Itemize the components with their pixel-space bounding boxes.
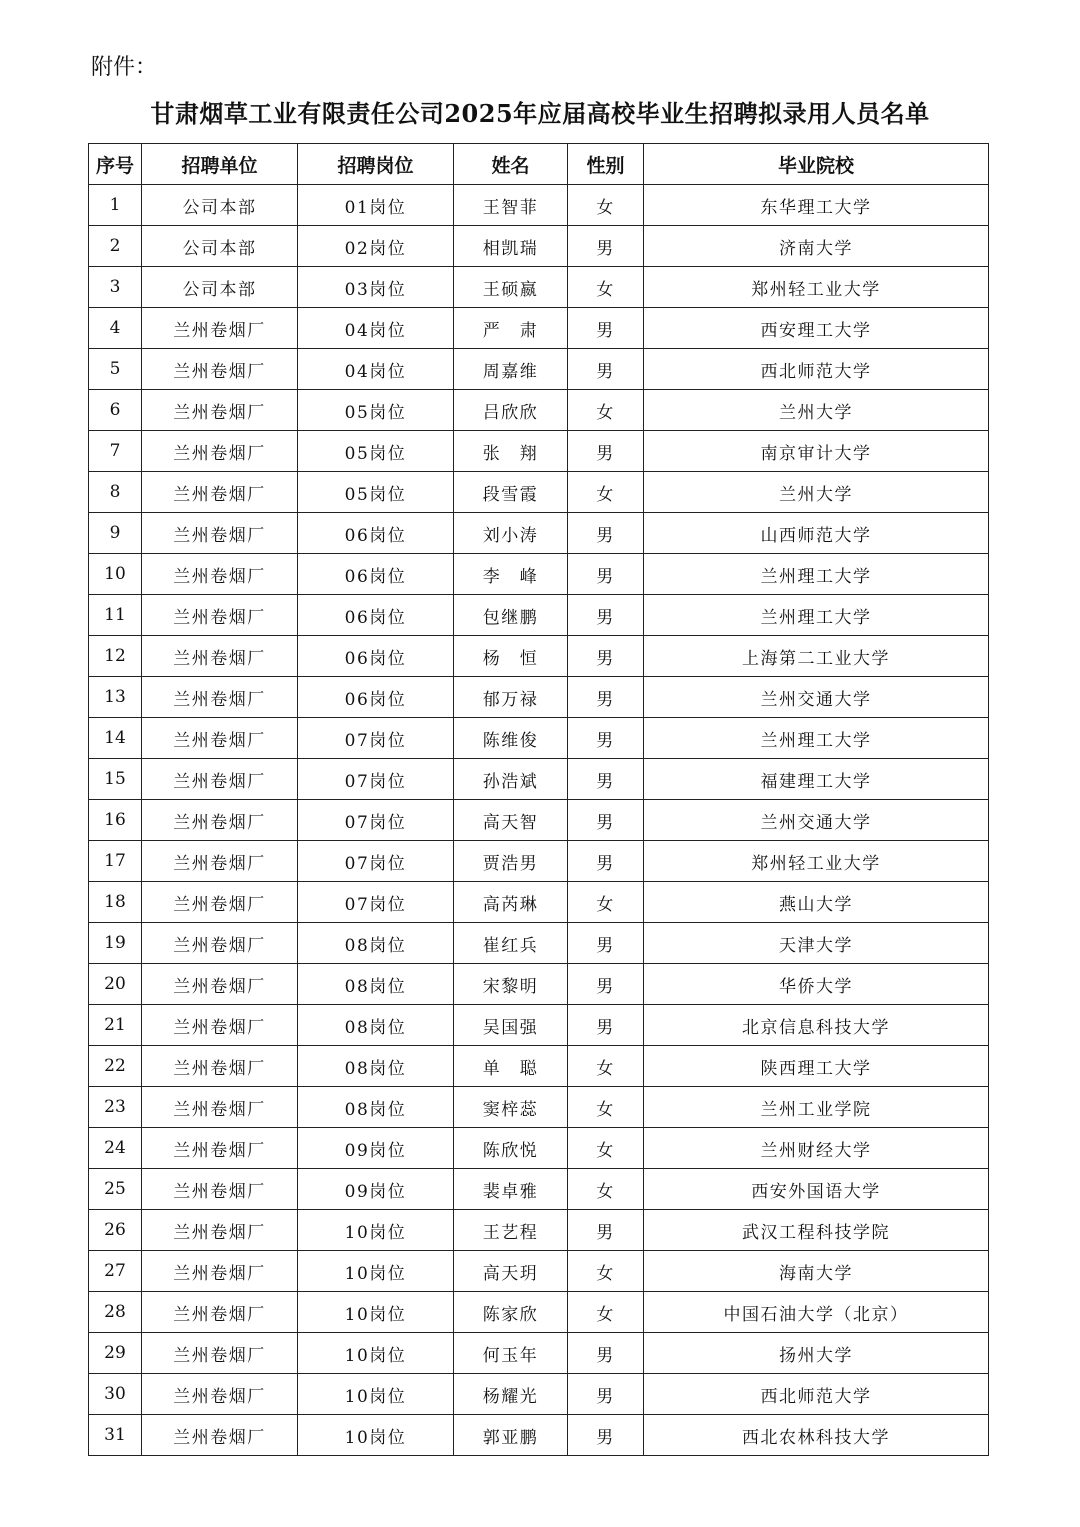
table-row (89, 964, 989, 1005)
cell-index: 20 (89, 964, 142, 1005)
cell-school: 郑州轻工业大学 (644, 841, 989, 882)
table-body (89, 185, 989, 1456)
cell-index: 6 (89, 390, 142, 431)
cell-index: 18 (89, 882, 142, 923)
cell-unit: 兰州卷烟厂 (142, 513, 298, 554)
cell-school: 东华理工大学 (644, 185, 989, 226)
cell-gender: 男 (568, 1374, 644, 1415)
cell-unit: 兰州卷烟厂 (142, 431, 298, 472)
cell-name: 严 肃 (454, 308, 568, 349)
cell-school: 海南大学 (644, 1251, 989, 1292)
cell-name: 单 聪 (454, 1046, 568, 1087)
cell-position: 06岗位 (298, 554, 454, 595)
cell-name: 高芮琳 (454, 882, 568, 923)
table-row (89, 636, 989, 677)
cell-position: 07岗位 (298, 759, 454, 800)
table-row (89, 267, 989, 308)
cell-unit: 兰州卷烟厂 (142, 1374, 298, 1415)
cell-index: 5 (89, 349, 142, 390)
cell-index: 31 (89, 1415, 142, 1456)
header-position: 招聘岗位 (298, 144, 454, 185)
cell-position: 08岗位 (298, 964, 454, 1005)
cell-school: 兰州交通大学 (644, 800, 989, 841)
cell-gender: 女 (568, 472, 644, 513)
cell-gender: 男 (568, 964, 644, 1005)
cell-index: 11 (89, 595, 142, 636)
cell-unit: 兰州卷烟厂 (142, 677, 298, 718)
table-row (89, 431, 989, 472)
cell-school: 山西师范大学 (644, 513, 989, 554)
cell-name: 崔红兵 (454, 923, 568, 964)
cell-position: 08岗位 (298, 1046, 454, 1087)
cell-school: 兰州理工大学 (644, 718, 989, 759)
cell-index: 28 (89, 1292, 142, 1333)
cell-school: 西北师范大学 (644, 1374, 989, 1415)
cell-gender: 男 (568, 841, 644, 882)
cell-unit: 兰州卷烟厂 (142, 390, 298, 431)
cell-name: 孙浩斌 (454, 759, 568, 800)
cell-position: 10岗位 (298, 1210, 454, 1251)
table-row (89, 472, 989, 513)
cell-name: 周嘉维 (454, 349, 568, 390)
cell-unit: 兰州卷烟厂 (142, 718, 298, 759)
cell-index: 8 (89, 472, 142, 513)
cell-gender: 男 (568, 554, 644, 595)
cell-gender: 男 (568, 636, 644, 677)
header-gender: 性别 (568, 144, 644, 185)
cell-position: 07岗位 (298, 718, 454, 759)
cell-index: 26 (89, 1210, 142, 1251)
cell-position: 10岗位 (298, 1292, 454, 1333)
cell-gender: 男 (568, 718, 644, 759)
cell-school: 西北农林科技大学 (644, 1415, 989, 1456)
cell-gender: 男 (568, 431, 644, 472)
cell-position: 04岗位 (298, 308, 454, 349)
cell-index: 3 (89, 267, 142, 308)
cell-unit: 兰州卷烟厂 (142, 308, 298, 349)
cell-unit: 兰州卷烟厂 (142, 1251, 298, 1292)
header-index: 序号 (89, 144, 142, 185)
cell-position: 01岗位 (298, 185, 454, 226)
cell-name: 王智菲 (454, 185, 568, 226)
cell-name: 宋黎明 (454, 964, 568, 1005)
cell-name: 陈家欣 (454, 1292, 568, 1333)
cell-unit: 兰州卷烟厂 (142, 349, 298, 390)
cell-school: 南京审计大学 (644, 431, 989, 472)
cell-unit: 兰州卷烟厂 (142, 923, 298, 964)
cell-name: 段雪霞 (454, 472, 568, 513)
cell-gender: 男 (568, 1415, 644, 1456)
table-row (89, 800, 989, 841)
cell-gender: 女 (568, 1169, 644, 1210)
cell-position: 03岗位 (298, 267, 454, 308)
cell-index: 7 (89, 431, 142, 472)
cell-position: 08岗位 (298, 1005, 454, 1046)
cell-unit: 兰州卷烟厂 (142, 759, 298, 800)
cell-unit: 兰州卷烟厂 (142, 1046, 298, 1087)
cell-index: 17 (89, 841, 142, 882)
cell-position: 06岗位 (298, 677, 454, 718)
table-row (89, 1333, 989, 1374)
cell-name: 高天玥 (454, 1251, 568, 1292)
cell-gender: 女 (568, 1128, 644, 1169)
cell-gender: 女 (568, 1251, 644, 1292)
hiring-roster-table (88, 143, 989, 1456)
cell-unit: 公司本部 (142, 226, 298, 267)
cell-position: 10岗位 (298, 1415, 454, 1456)
cell-school: 天津大学 (644, 923, 989, 964)
cell-gender: 男 (568, 923, 644, 964)
cell-index: 19 (89, 923, 142, 964)
cell-unit: 兰州卷烟厂 (142, 1415, 298, 1456)
cell-unit: 兰州卷烟厂 (142, 882, 298, 923)
cell-index: 22 (89, 1046, 142, 1087)
cell-name: 张 翔 (454, 431, 568, 472)
cell-position: 07岗位 (298, 800, 454, 841)
cell-position: 08岗位 (298, 1087, 454, 1128)
cell-index: 30 (89, 1374, 142, 1415)
cell-name: 包继鹏 (454, 595, 568, 636)
cell-unit: 公司本部 (142, 185, 298, 226)
cell-school: 兰州大学 (644, 472, 989, 513)
cell-gender: 男 (568, 1333, 644, 1374)
cell-gender: 男 (568, 800, 644, 841)
cell-unit: 兰州卷烟厂 (142, 1128, 298, 1169)
cell-index: 24 (89, 1128, 142, 1169)
cell-school: 中国石油大学（北京） (644, 1292, 989, 1333)
table-row (89, 226, 989, 267)
cell-position: 04岗位 (298, 349, 454, 390)
cell-gender: 女 (568, 1292, 644, 1333)
cell-position: 09岗位 (298, 1169, 454, 1210)
cell-unit: 兰州卷烟厂 (142, 1169, 298, 1210)
cell-index: 15 (89, 759, 142, 800)
table-row (89, 513, 989, 554)
cell-index: 29 (89, 1333, 142, 1374)
table-row (89, 759, 989, 800)
cell-name: 杨耀光 (454, 1374, 568, 1415)
cell-school: 兰州大学 (644, 390, 989, 431)
cell-position: 08岗位 (298, 923, 454, 964)
table-row (89, 595, 989, 636)
cell-index: 12 (89, 636, 142, 677)
cell-position: 10岗位 (298, 1333, 454, 1374)
cell-name: 吕欣欣 (454, 390, 568, 431)
table-row (89, 308, 989, 349)
table-row (89, 185, 989, 226)
cell-name: 贾浩男 (454, 841, 568, 882)
cell-unit: 兰州卷烟厂 (142, 1210, 298, 1251)
cell-index: 27 (89, 1251, 142, 1292)
cell-gender: 男 (568, 226, 644, 267)
cell-school: 兰州工业学院 (644, 1087, 989, 1128)
table-row (89, 1251, 989, 1292)
cell-gender: 男 (568, 349, 644, 390)
cell-unit: 兰州卷烟厂 (142, 1333, 298, 1374)
cell-position: 06岗位 (298, 595, 454, 636)
cell-unit: 兰州卷烟厂 (142, 964, 298, 1005)
cell-unit: 兰州卷烟厂 (142, 1087, 298, 1128)
header-unit: 招聘单位 (142, 144, 298, 185)
cell-index: 21 (89, 1005, 142, 1046)
cell-school: 福建理工大学 (644, 759, 989, 800)
cell-name: 相凯瑞 (454, 226, 568, 267)
cell-school: 北京信息科技大学 (644, 1005, 989, 1046)
table-row (89, 1210, 989, 1251)
cell-unit: 公司本部 (142, 267, 298, 308)
cell-gender: 男 (568, 595, 644, 636)
cell-position: 06岗位 (298, 636, 454, 677)
header-school: 毕业院校 (644, 144, 989, 185)
cell-index: 25 (89, 1169, 142, 1210)
cell-school: 郑州轻工业大学 (644, 267, 989, 308)
cell-position: 05岗位 (298, 472, 454, 513)
cell-name: 吴国强 (454, 1005, 568, 1046)
cell-school: 兰州理工大学 (644, 554, 989, 595)
header-name: 姓名 (454, 144, 568, 185)
cell-name: 郁万禄 (454, 677, 568, 718)
cell-school: 上海第二工业大学 (644, 636, 989, 677)
cell-gender: 女 (568, 1046, 644, 1087)
cell-position: 05岗位 (298, 431, 454, 472)
cell-school: 武汉工程科技学院 (644, 1210, 989, 1251)
table-row (89, 1292, 989, 1333)
cell-index: 23 (89, 1087, 142, 1128)
table-row (89, 1005, 989, 1046)
cell-name: 刘小涛 (454, 513, 568, 554)
cell-gender: 女 (568, 390, 644, 431)
cell-position: 07岗位 (298, 882, 454, 923)
table-row (89, 882, 989, 923)
cell-gender: 男 (568, 308, 644, 349)
table-row (89, 1415, 989, 1456)
cell-position: 05岗位 (298, 390, 454, 431)
cell-school: 兰州财经大学 (644, 1128, 989, 1169)
cell-unit: 兰州卷烟厂 (142, 554, 298, 595)
table-row (89, 677, 989, 718)
table-row (89, 1169, 989, 1210)
page-title: 甘肃烟草工业有限责任公司2025年应届高校毕业生招聘拟录用人员名单 (150, 99, 930, 128)
cell-name: 李 峰 (454, 554, 568, 595)
cell-gender: 男 (568, 513, 644, 554)
cell-name: 王艺程 (454, 1210, 568, 1251)
cell-unit: 兰州卷烟厂 (142, 800, 298, 841)
cell-position: 02岗位 (298, 226, 454, 267)
cell-name: 裴卓雅 (454, 1169, 568, 1210)
cell-school: 兰州理工大学 (644, 595, 989, 636)
cell-school: 兰州交通大学 (644, 677, 989, 718)
table-row (89, 718, 989, 759)
cell-school: 扬州大学 (644, 1333, 989, 1374)
cell-gender: 男 (568, 759, 644, 800)
table-row (89, 1046, 989, 1087)
cell-position: 09岗位 (298, 1128, 454, 1169)
cell-school: 西安理工大学 (644, 308, 989, 349)
cell-index: 16 (89, 800, 142, 841)
cell-position: 06岗位 (298, 513, 454, 554)
cell-index: 4 (89, 308, 142, 349)
table-row (89, 554, 989, 595)
cell-unit: 兰州卷烟厂 (142, 472, 298, 513)
cell-position: 10岗位 (298, 1374, 454, 1415)
cell-name: 何玉年 (454, 1333, 568, 1374)
cell-name: 陈欣悦 (454, 1128, 568, 1169)
cell-position: 07岗位 (298, 841, 454, 882)
cell-gender: 女 (568, 267, 644, 308)
cell-gender: 女 (568, 1087, 644, 1128)
cell-position: 10岗位 (298, 1251, 454, 1292)
cell-gender: 男 (568, 1005, 644, 1046)
cell-index: 13 (89, 677, 142, 718)
cell-name: 陈维俊 (454, 718, 568, 759)
cell-name: 窦梓蕊 (454, 1087, 568, 1128)
cell-name: 郭亚鹏 (454, 1415, 568, 1456)
table-row (89, 1087, 989, 1128)
cell-index: 2 (89, 226, 142, 267)
cell-unit: 兰州卷烟厂 (142, 636, 298, 677)
table-row (89, 1128, 989, 1169)
cell-unit: 兰州卷烟厂 (142, 1005, 298, 1046)
cell-gender: 男 (568, 677, 644, 718)
cell-index: 10 (89, 554, 142, 595)
attachment-label: 附件： (91, 55, 158, 80)
cell-school: 济南大学 (644, 226, 989, 267)
table-row (89, 349, 989, 390)
cell-index: 9 (89, 513, 142, 554)
cell-school: 华侨大学 (644, 964, 989, 1005)
cell-index: 1 (89, 185, 142, 226)
cell-index: 14 (89, 718, 142, 759)
cell-name: 杨 恒 (454, 636, 568, 677)
table-row (89, 841, 989, 882)
cell-gender: 女 (568, 185, 644, 226)
table-row (89, 923, 989, 964)
cell-school: 西北师范大学 (644, 349, 989, 390)
cell-unit: 兰州卷烟厂 (142, 595, 298, 636)
cell-gender: 女 (568, 882, 644, 923)
cell-school: 西安外国语大学 (644, 1169, 989, 1210)
table-row (89, 390, 989, 431)
cell-unit: 兰州卷烟厂 (142, 1292, 298, 1333)
cell-name: 高天智 (454, 800, 568, 841)
cell-school: 燕山大学 (644, 882, 989, 923)
cell-name: 王硕嬴 (454, 267, 568, 308)
table-header-row (89, 144, 989, 185)
table-row (89, 1374, 989, 1415)
cell-unit: 兰州卷烟厂 (142, 841, 298, 882)
cell-gender: 男 (568, 1210, 644, 1251)
cell-school: 陕西理工大学 (644, 1046, 989, 1087)
